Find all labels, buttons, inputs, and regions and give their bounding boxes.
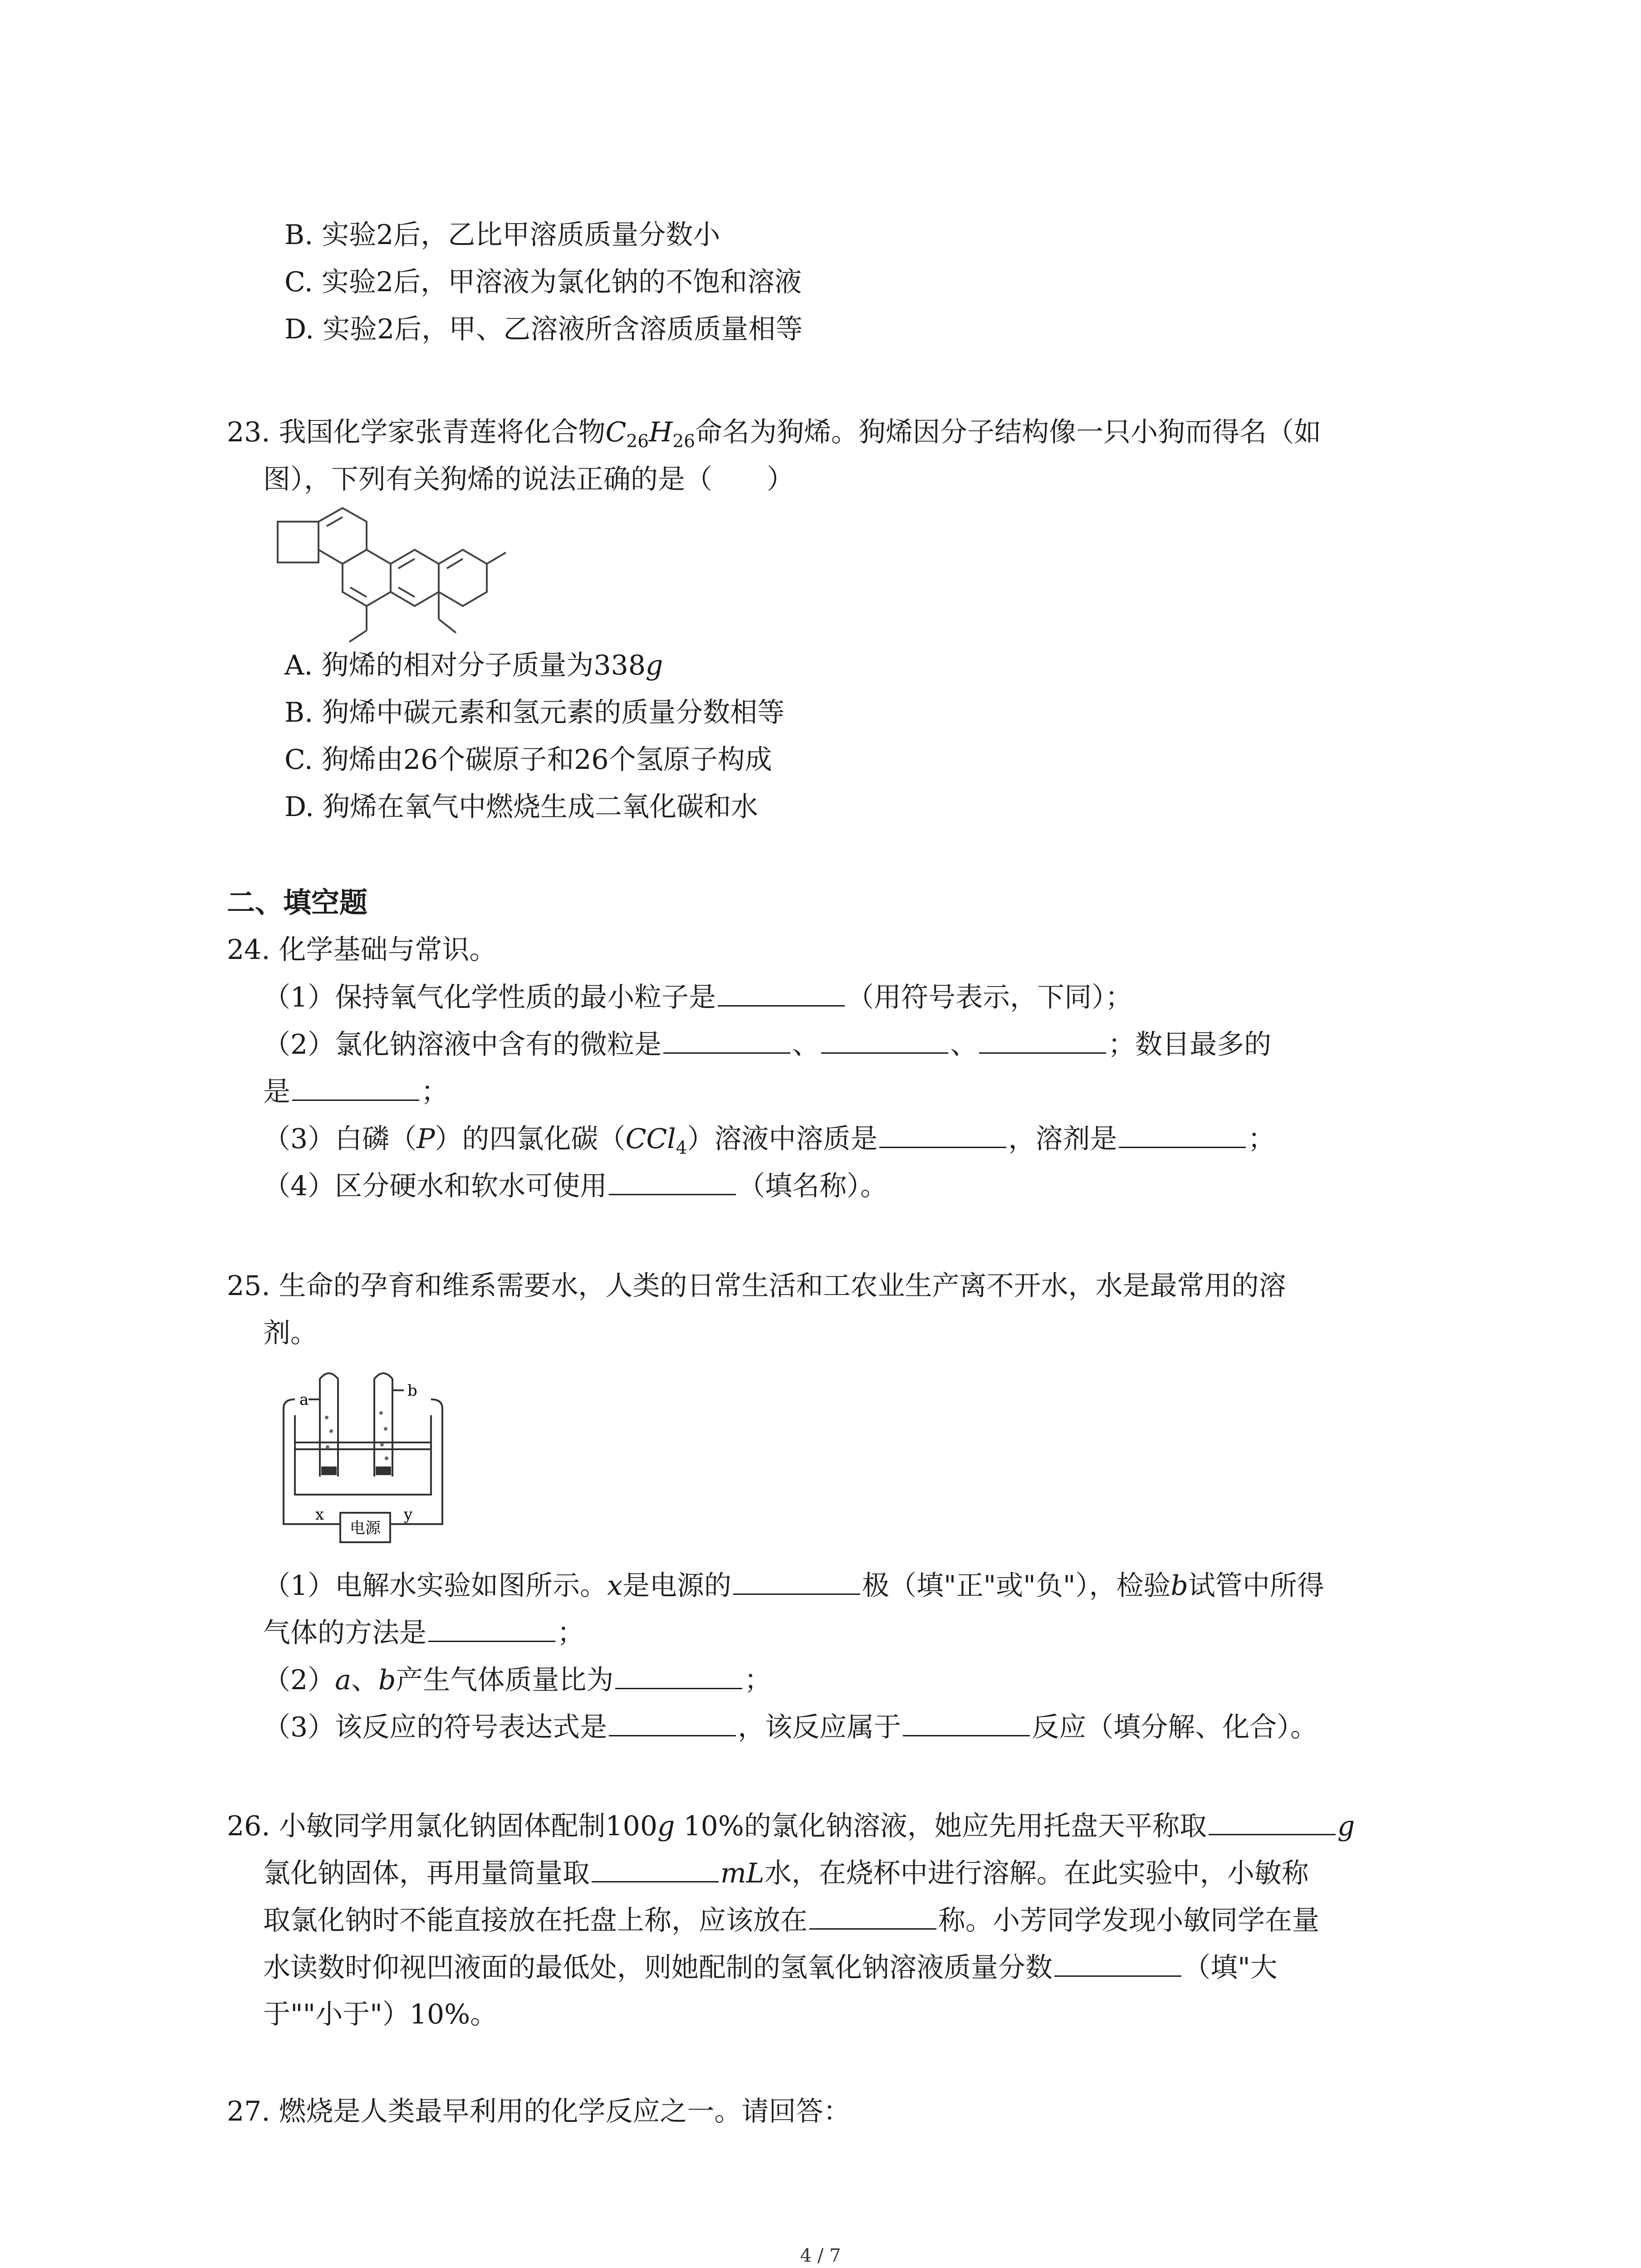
q26-line3: 取氯化钠时不能直接放在托盘上称，应该放在 称。小芳同学发现小敏同学在量 [263,1902,1319,1938]
q25-part1-line2: 气体的方法是 ； [263,1614,584,1651]
power-source-label: 电源 [350,1519,381,1537]
q25-part3: （3）该反应的符号表达式是 ，该反应属于 反应（填分解、化合）。 [263,1709,1318,1745]
answer-blank[interactable] [609,1168,736,1195]
q23-option-a: A. 狗烯的相对分子质量为338g [284,650,663,681]
q26-line2: 氯化钠固体，再用量筒量取 mL水，在烧杯中进行溶解。在此实验中，小敏称 [263,1855,1309,1891]
q25-stem-line2: 剂。 [263,1317,318,1349]
section-heading: 二、填空题 [227,886,368,919]
answer-blank[interactable] [428,1614,555,1642]
q24-part2-line2: 是 ； [263,1073,448,1110]
q25-part2: （2）a、b产生气体质量比为 ； [263,1662,771,1698]
q23-stem: 23. 我国化学家张青莲将化合物$C_{26}H_{26}$命名为狗烯。狗烯因分子结构像一只小狗而得名（如 [227,416,1322,452]
q27-stem: 27. 燃烧是人类最早利用的化学反应之一。请回答： [227,2096,851,2127]
answer-blank[interactable] [609,1709,736,1736]
answer-blank[interactable] [615,1662,742,1689]
q22-option-c: C. 实验2后，甲溶液为氯化钠的不饱和溶液 [284,266,802,298]
q26-line4: 水读数时仰视凹液面的最低处，则她配制的氢氧化钠溶液质量分数 （填"大 [263,1949,1278,1985]
q24-stem: 24. 化学基础与常识。 [227,934,497,966]
dog-ene-structure-figure [272,506,508,655]
page-number: 4 / 7 [800,2245,841,2266]
q22-option-b: B. 实验2后，乙比甲溶质质量分数小 [284,219,720,251]
q24-part1: （1）保持氧气化学性质的最小粒子是 （用符号表示，下同）； [263,979,1132,1015]
answer-blank[interactable] [903,1709,1030,1736]
answer-blank[interactable] [1119,1120,1246,1148]
answer-blank[interactable] [979,1026,1106,1054]
q24-part3: （3）白磷（P）的四氯化碳（CCl$_4$）溶液中溶质是 ，溶剂是 ； [263,1120,1275,1157]
q25-part1: （1）电解水实验如图所示。x是电源的 极（填"正"或"负"），检验b试管中所得 [263,1567,1324,1603]
q23-option-c: C. 狗烯由26个碳原子和26个氢原子构成 [284,744,772,776]
answer-blank[interactable] [592,1855,719,1882]
q23-option-d: D. 狗烯在氧气中燃烧生成二氧化碳和水 [284,791,759,823]
label-y: y [404,1505,413,1524]
answer-blank[interactable] [718,979,845,1007]
electrolysis-apparatus-figure [277,1363,458,1558]
label-a: a [299,1391,309,1409]
answer-blank[interactable] [821,1026,948,1054]
q23-stem-line2: 图），下列有关狗烯的说法正确的是（ ） [263,464,794,495]
q26-line5: 于""小于"）10%。 [263,1999,498,2030]
answer-blank[interactable] [663,1026,790,1054]
q24-part2: （2）氯化钠溶液中含有的微粒是 、 、 ；数目最多的 [263,1026,1271,1062]
label-b: b [407,1382,417,1400]
q24-part4: （4）区分硬水和软水可使用 （填名称）。 [263,1168,887,1204]
answer-blank[interactable] [809,1902,936,1930]
q25-stem: 25. 生命的孕育和维系需要水，人类的日常生活和工农业生产离不开水，水是最常用的溶 [227,1270,1286,1302]
label-x: x [315,1505,324,1524]
answer-blank[interactable] [879,1120,1006,1148]
q22-option-d: D. 实验2后，甲、乙溶液所含溶质质量相等 [284,313,803,345]
answer-blank[interactable] [292,1073,419,1101]
answer-blank[interactable] [1054,1949,1181,1977]
q23-option-b: B. 狗烯中碳元素和氢元素的质量分数相等 [284,697,785,728]
answer-blank[interactable] [733,1567,860,1595]
q26-line1: 26. 小敏同学用氯化钠固体配制100g 10%的氯化钠溶液，她应先用托盘天平称取 g [227,1808,1355,1844]
answer-blank[interactable] [1209,1808,1336,1835]
